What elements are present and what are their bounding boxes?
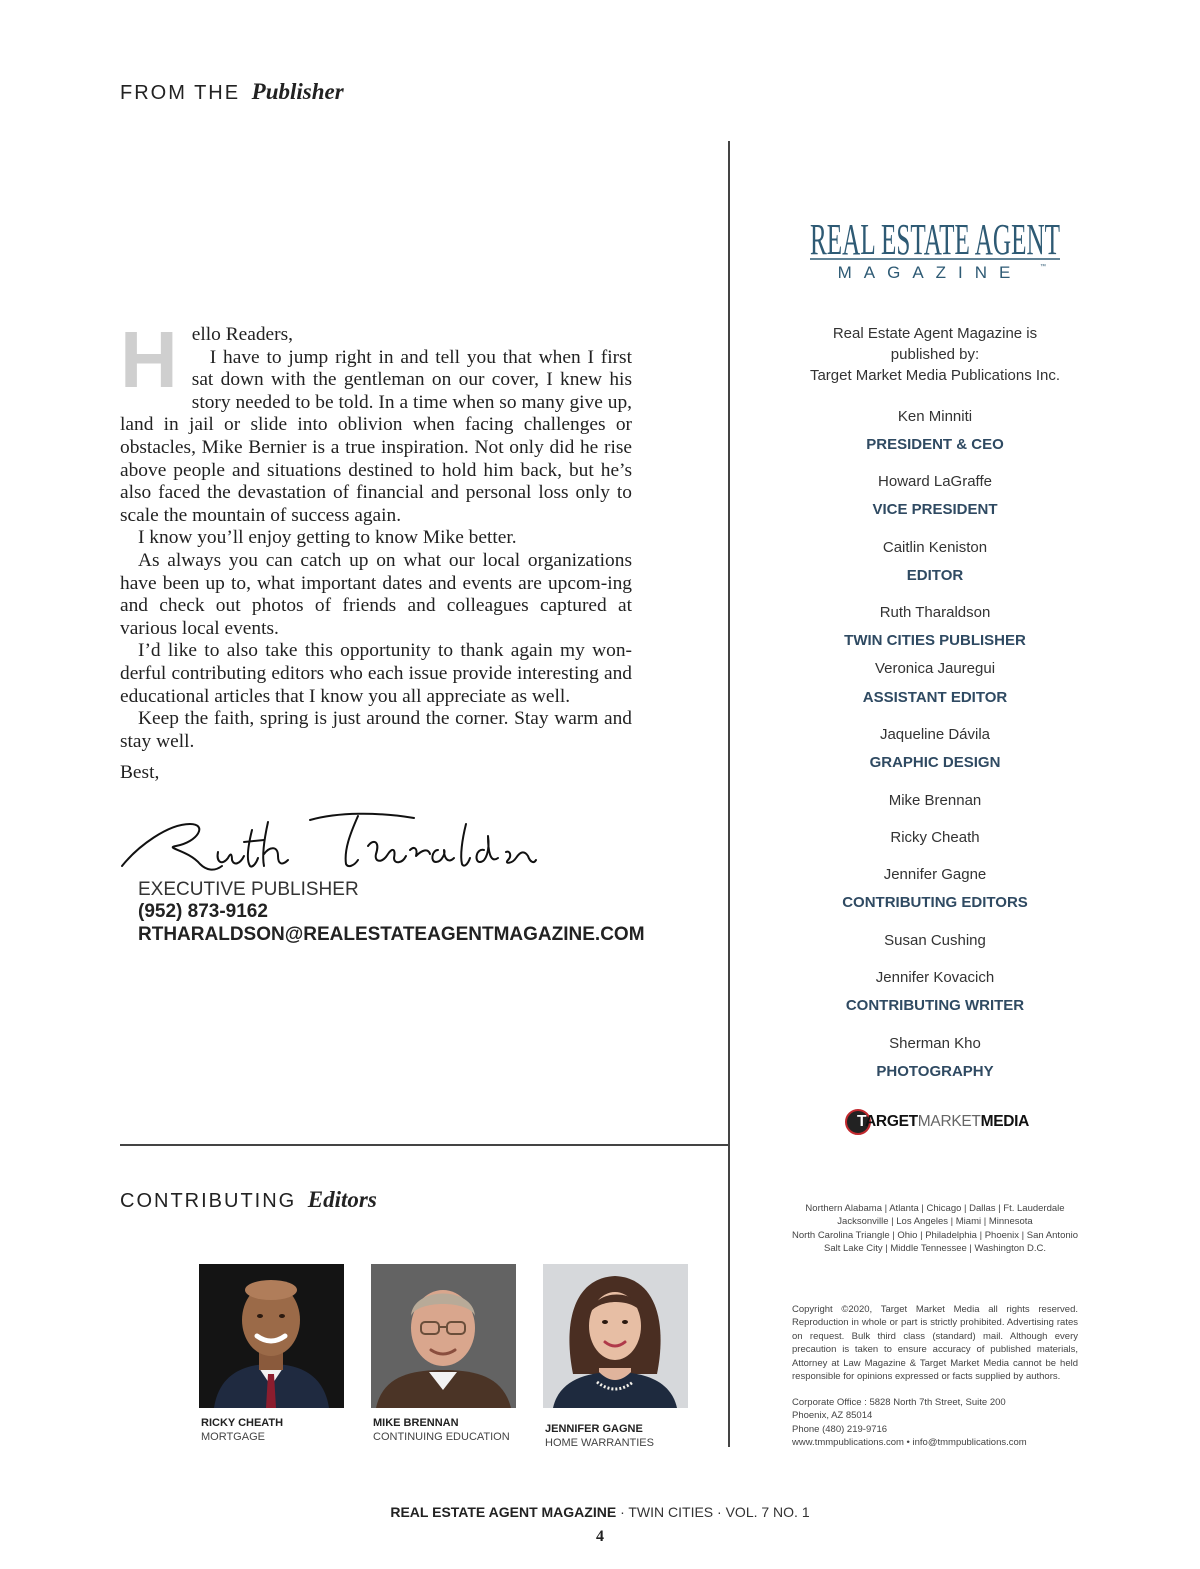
tmm-logo-word: MARKET [917, 1113, 981, 1130]
contributor-photo-jennifer-gagne [543, 1264, 688, 1408]
staff-name: Ken Minniti [897, 408, 973, 425]
logo-title: REAL ESTATE AGENT [810, 215, 1061, 264]
staff-name: Howard LaGraffe [878, 473, 992, 490]
contributor-photo-mike-brennan [371, 1264, 516, 1408]
cities-line: Jacksonville | Los Angeles | Miami | Minnesota [837, 1216, 1033, 1228]
office-line: Phoenix, AZ 85014 [792, 1410, 873, 1422]
section-heading-prefix: FROM THE [120, 82, 241, 104]
letter-greeting: ello Readers, [191, 324, 294, 345]
staff-name: Mike Brennan [888, 792, 982, 809]
staff-name: Jaqueline Dávila [879, 726, 991, 743]
tmm-logo-text [857, 1113, 1029, 1131]
section-heading-editors [120, 1187, 377, 1213]
letter-paragraph: Keep the faith, spring is just around the corner. Stay warm and stay well. [120, 708, 632, 752]
office-line: Phone (480) 219-9716 [792, 1423, 888, 1435]
handwritten-signature [118, 806, 538, 886]
section-heading-prefix: CONTRIBUTING [120, 1190, 297, 1212]
office-line: Corporate Office : 5828 North 7th Street, Suite 200 [792, 1397, 1006, 1408]
copyright-text: Copyright ©2020, Target Market Media all rights reserved. Reproduction in whole or part is strictly prohibited. Advertising rates on request. Bulk third class (standard) mail. Although every precaution is taken to ensure accuracy of published materials, Attorney at Law Magazine & Target Market Media cannot be held responsible for opinions expressed or facts supplied by authors. [792, 1304, 1078, 1383]
cities-line: North Carolina Triangle | Ohio | Philadelphia | Phoenix | San Antonio [791, 1229, 1079, 1241]
staff-role: EDITOR [906, 567, 964, 584]
publisher-letter [120, 315, 632, 753]
vertical-divider [728, 141, 730, 1447]
staff-name: Jennifer Kovacich [875, 969, 995, 986]
contributor-role: CONTINUING EDUCATION [373, 1431, 510, 1443]
tmm-logo-letter: T [857, 1113, 866, 1130]
logo-subtitle: MAGAZINE [837, 263, 1023, 282]
drop-cap: H [120, 315, 178, 404]
staff-role: PHOTOGRAPHY [876, 1063, 994, 1080]
staff-name: Ruth Tharaldson [879, 604, 991, 621]
cities-line: Northern Alabama | Atlanta | Chicago | Dallas | Ft. Lauderdale [805, 1203, 1065, 1214]
tmm-logo-word: MEDIA [980, 1113, 1030, 1130]
contributor-photo-ricky-cheath [199, 1264, 344, 1408]
letter-paragraph: As always you can catch up on what our local organizations have been up to, what important dates and events are upcom-ing and check out photos of friends and colleagues captured at various local events. [120, 549, 632, 639]
staff-name: Veronica Jauregui [874, 660, 996, 677]
footer-magazine: REAL ESTATE AGENT MAGAZINE [390, 1504, 617, 1520]
published-line: Real Estate Agent Magazine is [832, 325, 1038, 342]
corporate-office [792, 1396, 1078, 1450]
logo-trademark: ™ [1040, 264, 1046, 270]
page-footer [0, 1504, 1200, 1520]
magazine-logo [800, 196, 1070, 286]
staff-role: PRESIDENT & CEO [866, 436, 1004, 453]
staff-role: CONTRIBUTING EDITORS [842, 894, 1028, 911]
staff-role: VICE PRESIDENT [872, 501, 998, 518]
section-heading-publisher [120, 79, 344, 105]
contributor-role: MORTGAGE [201, 1431, 265, 1443]
signature-phone: (952) 873-9162 [138, 901, 268, 922]
tmm-logo-word: ARGET [865, 1113, 918, 1130]
office-line[interactable]: www.tmmpublications.com • info@tmmpublications.com [792, 1437, 1027, 1449]
section-heading-italic: Editors [307, 1187, 377, 1212]
section-heading-italic: Publisher [251, 79, 344, 104]
staff-name: Sherman Kho [889, 1035, 981, 1052]
letter-closing: Best, [120, 762, 160, 783]
signature-title: EXECUTIVE PUBLISHER [138, 879, 359, 900]
letter-paragraph: I know you’ll enjoy getting to know Mike better. [138, 527, 517, 549]
published-line: published by: [890, 346, 980, 363]
cities-list [790, 1202, 1080, 1256]
staff-role: CONTRIBUTING WRITER [845, 997, 1025, 1014]
published-by [780, 323, 1090, 386]
copyright-notice [792, 1303, 1078, 1383]
contributor-name: JENNIFER GAGNE [545, 1423, 643, 1435]
contributor-role: HOME WARRANTIES [545, 1437, 654, 1449]
letter-paragraph: I have to jump right in and tell you that when I first sat down with the gentleman on our cover, I knew his story needed to be told. In a time when so many give up, land in jail or slide into oblivion when facing challenges or obstacles, Mike Bernier is a true inspiration. Not only did he rise above people and situations destined to hold him back, but he’s also faced the devastation of financial and personal loss only to scale the mountain of success again. [120, 346, 632, 526]
tmm-logo [845, 1108, 1029, 1136]
staff-name: Ricky Cheath [890, 829, 980, 846]
published-line: Target Market Media Publications Inc. [809, 367, 1061, 384]
contributor-name: MIKE BRENNAN [373, 1417, 459, 1429]
contributor-name: RICKY CHEATH [201, 1417, 284, 1429]
footer-issue: · TWIN CITIES · VOL. 7 NO. 1 [616, 1504, 810, 1520]
staff-name: Susan Cushing [884, 932, 986, 949]
staff-role: GRAPHIC DESIGN [869, 754, 1001, 771]
cities-line: Salt Lake City | Middle Tennessee | Washington D.C. [824, 1243, 1046, 1255]
staff-name: Jennifer Gagne [883, 866, 987, 883]
horizontal-divider [120, 1144, 729, 1146]
staff-role: TWIN CITIES PUBLISHER [844, 632, 1026, 649]
staff-role: ASSISTANT EDITOR [862, 689, 1008, 706]
page-number: 4 [596, 1528, 604, 1545]
signature-email[interactable]: RTHARALDSON@REALESTATEAGENTMAGAZINE.COM [138, 924, 645, 945]
staff-name: Caitlin Keniston [882, 539, 988, 556]
letter-paragraph: I’d like to also take this opportunity to thank again my won-derful contributing editors who each issue provide interesting and educational articles that I know you all appreciate as well. [120, 640, 632, 707]
